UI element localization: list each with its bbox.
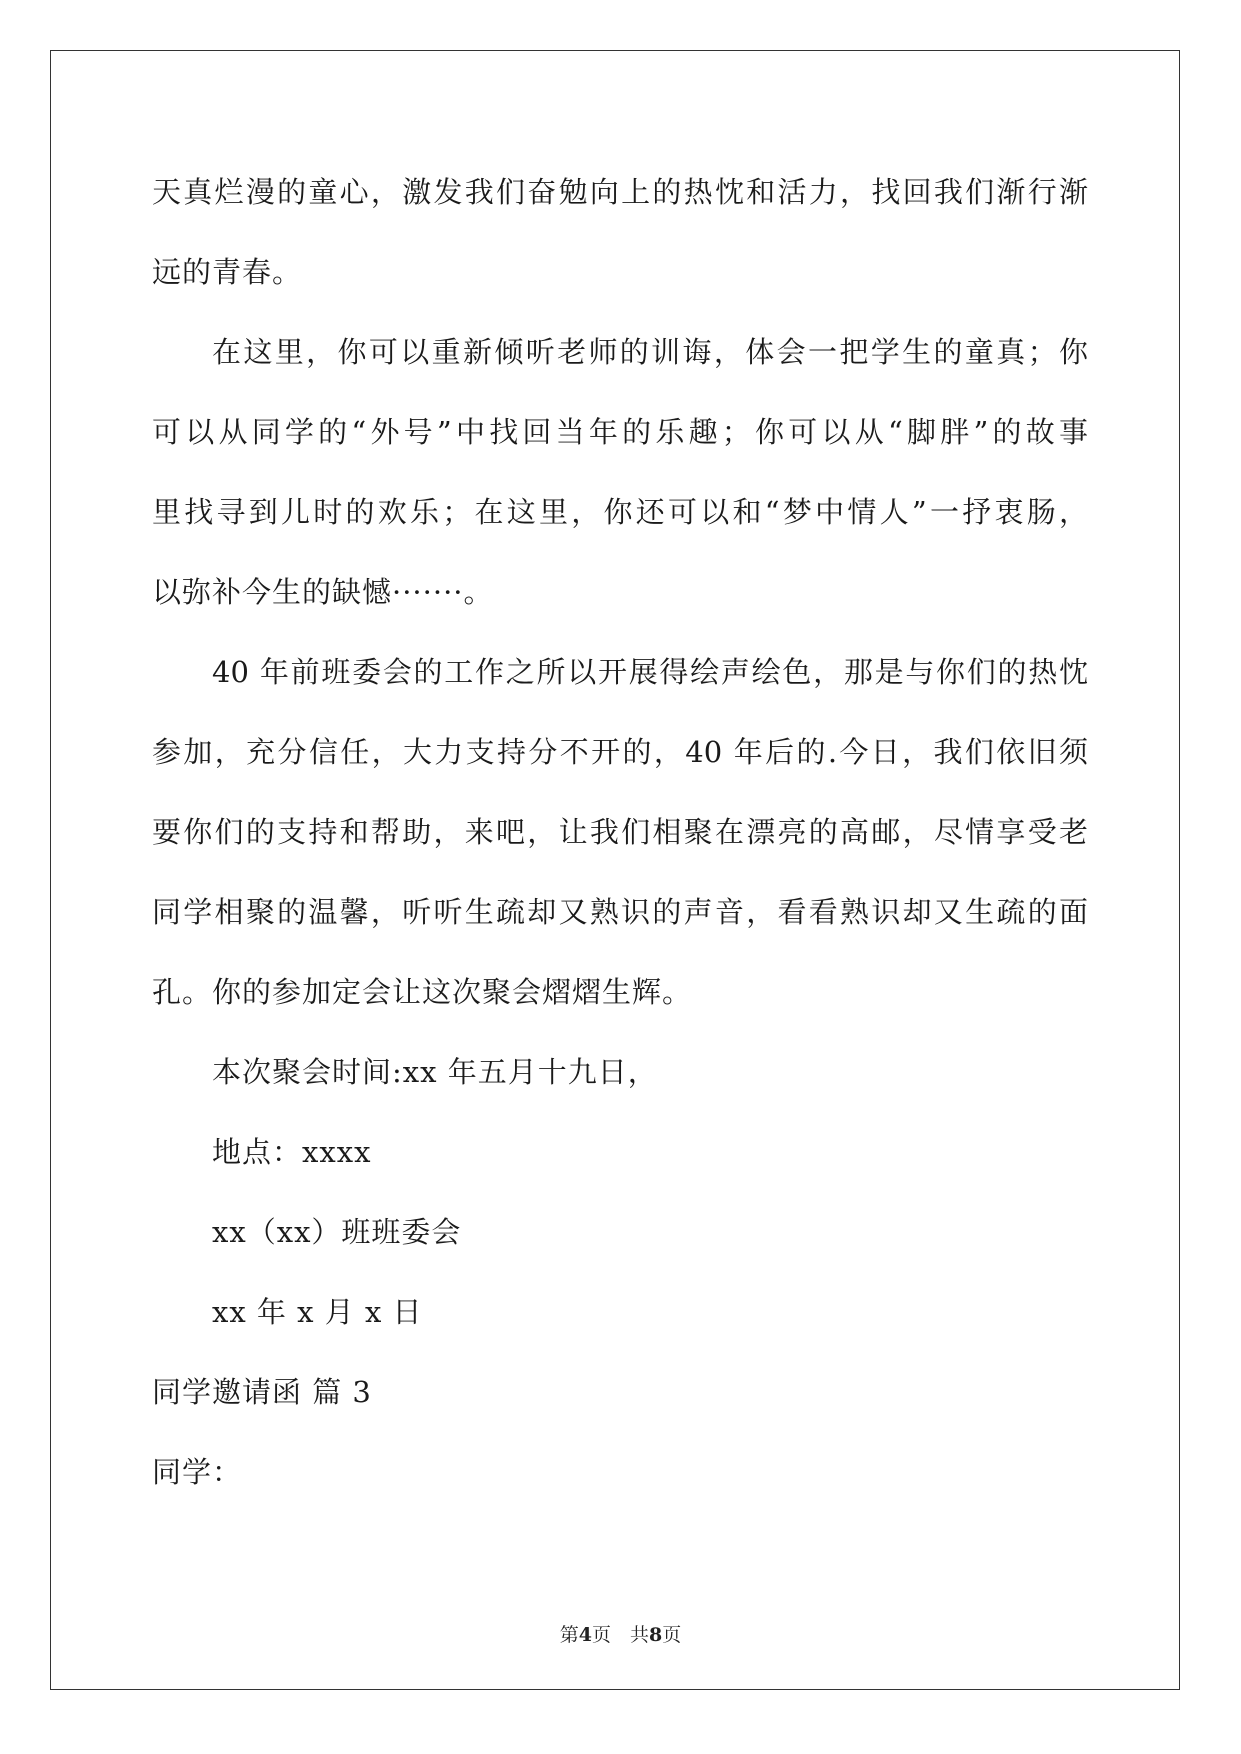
paragraph-line: 远的青春。: [152, 255, 303, 289]
paragraph-line: 要你们的支持和帮助，来吧，让我们相聚在漂亮的高邮，尽情享受老: [152, 815, 1088, 849]
paragraph-line: 在这里，你可以重新倾听老师的训诲，体会一把学生的童真；你: [212, 335, 1088, 369]
meeting-location: 地点：xxxx: [212, 1135, 372, 1169]
signature-date: xx 年 x 月 x 日: [212, 1295, 423, 1329]
paragraph-line: 参加，充分信任，大力支持分不开的，40 年后的.今日，我们依旧须: [152, 735, 1088, 769]
footer-mid: 页 共: [591, 1624, 649, 1646]
page-footer: [0, 1620, 1241, 1647]
paragraph-line: 40 年前班委会的工作之所以开展得绘声绘色，那是与你们的热忱: [212, 655, 1088, 689]
footer-suffix: 页: [662, 1624, 682, 1646]
section-heading: 同学邀请函 篇 3: [152, 1375, 372, 1409]
paragraph-line: 里找寻到儿时的欢乐；在这里，你还可以和“梦中情人”一抒衷肠，: [152, 495, 1088, 529]
meeting-time: 本次聚会时间:xx 年五月十九日，: [212, 1055, 658, 1089]
salutation: 同学：: [152, 1455, 243, 1489]
footer-page-number: 4: [578, 1624, 592, 1646]
document-body: [152, 158, 1088, 1518]
paragraph-line: 同学相聚的温馨，听听生疏却又熟识的声音，看看熟识却又生疏的面: [152, 895, 1088, 929]
paragraph-line: 以弥补今生的缺憾·······。: [152, 575, 494, 609]
signature-committee: xx（xx）班班委会: [212, 1215, 462, 1249]
footer-page-total: 8: [649, 1624, 663, 1646]
paragraph-line: 可以从同学的“外号”中找回当年的乐趣；你可以从“脚胖”的故事: [152, 415, 1088, 449]
paragraph-line: 天真烂漫的童心，激发我们奋勉向上的热忱和活力，找回我们渐行渐: [152, 175, 1088, 209]
footer-prefix: 第: [559, 1624, 579, 1646]
paragraph-line: 孔。你的参加定会让这次聚会熠熠生辉。: [152, 975, 693, 1009]
